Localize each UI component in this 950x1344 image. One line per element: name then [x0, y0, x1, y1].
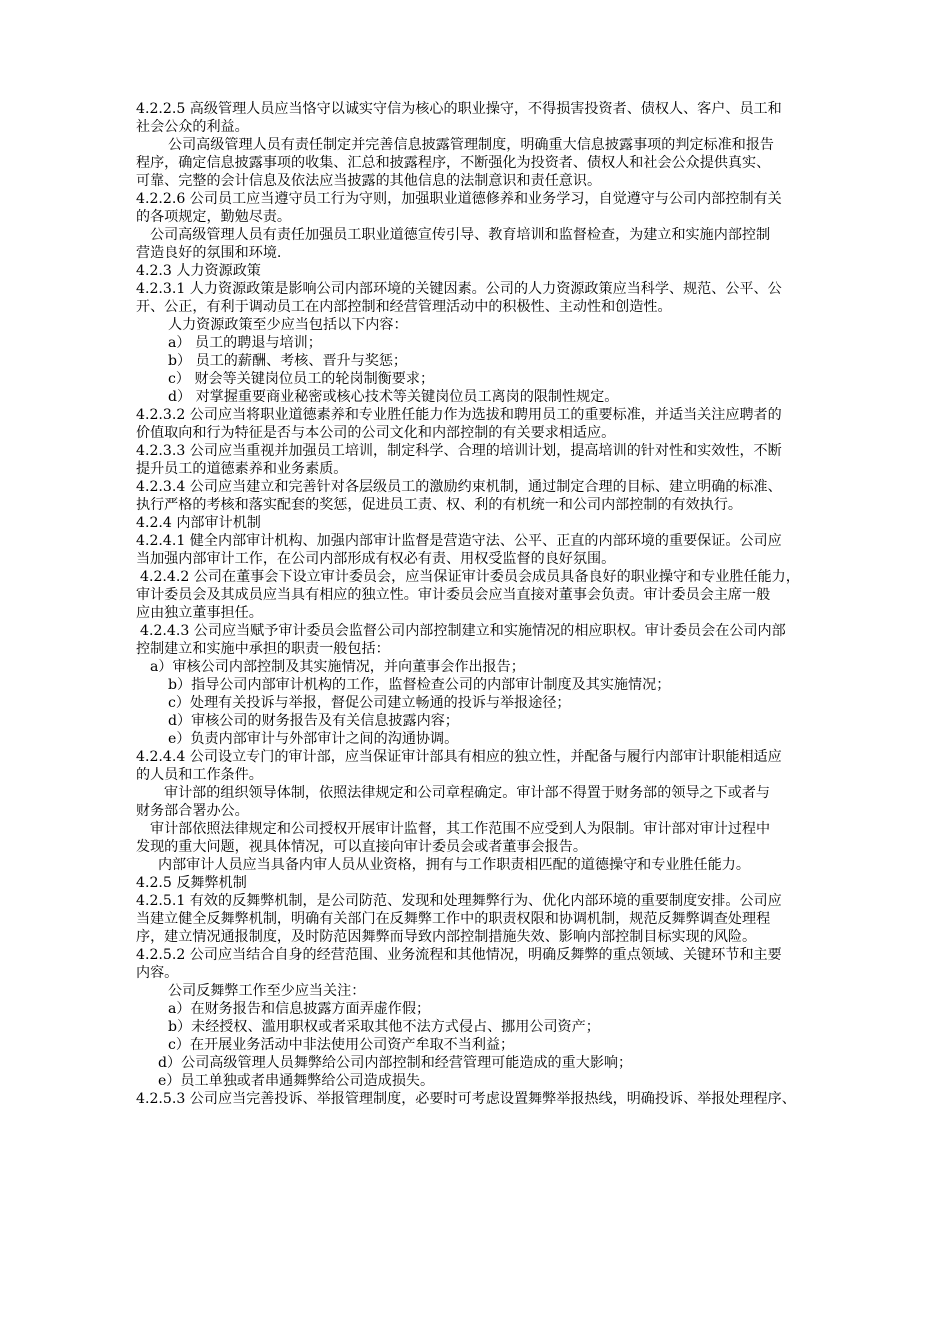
text-line: 程序，确定信息披露事项的收集、汇总和披露程序，不断强化为投资者、债权人和社会公众提供真实、 — [136, 155, 771, 171]
text-line: b） 员工的薪酬、考核、晋升与奖惩； — [168, 353, 408, 369]
text-line: 4.2.3.4 公司应当建立和完善针对各层级员工的激励约束机制，通过制定合理的目标、建立明确的标准、 — [136, 479, 782, 495]
text-line: 4.2.3 人力资源政策 — [136, 263, 261, 279]
text-line: 开、公正，有利于调动员工在内部控制和经营管理活动中的积极性、主动性和创造性。 — [136, 299, 672, 315]
document-page — [136, 100, 896, 1108]
text-line: 社会公众的利益。 — [136, 119, 249, 135]
text-line: 公司高级管理人员有责任制定并完善信息披露管理制度，明确重大信息披露事项的判定标准和报告 — [168, 137, 775, 153]
text-line: 财务部合署办公。 — [136, 803, 249, 819]
text-line: 4.2.2.5 高级管理人员应当恪守以诚实守信为核心的职业操守，不得损害投资者、债权人、客户、员工和 — [136, 101, 782, 117]
text-line: 序，建立情况通报制度，及时防范因舞弊而导致内部控制措施失效、影响内部控制目标实现的风险。 — [136, 929, 757, 945]
text-line: a）在财务报告和信息披露方面弄虚作假； — [168, 1001, 431, 1017]
text-line: 4.2.5 反舞弊机制 — [136, 875, 247, 891]
text-line: 当加强内部审计工作，在公司内部形成有权必有责、用权受监督的良好氛围。 — [136, 551, 616, 567]
text-line: 控制建立和实施中承担的职责一般包括： — [136, 641, 390, 657]
text-line: 内容。 — [136, 965, 179, 981]
text-line: c）处理有关投诉与举报，督促公司建立畅通的投诉与举报途径； — [168, 695, 571, 711]
text-line: 4.2.2.6 公司员工应当遵守员工行为守则，加强职业道德修养和业务学习，自觉遵守与公司内部控制有关 — [136, 191, 782, 207]
text-line: 4.2.5.2 公司应当结合自身的经营范围、业务流程和其他情况，明确反舞弊的重点领域、关键环节和主要 — [136, 947, 782, 963]
text-line: 营造良好的氛围和环境. — [136, 245, 282, 261]
text-line: 4.2.5.1 有效的反舞弊机制，是公司防范、发现和处理舞弊行为、优化内部环境的重要制度安排。公司应 — [136, 893, 782, 909]
text-line: 4.2.3.2 公司应当将职业道德素养和专业胜任能力作为选拔和聘用员工的重要标准，并适当关注应聘者的 — [136, 407, 782, 423]
text-line: 4.2.3.3 公司应当重视并加强员工培训，制定科学、合理的培训计划，提高培训的针对性和实效性，不断 — [136, 443, 782, 459]
text-line: 4.2.4.2 公司在董事会下设立审计委员会，应当保证审计委员会成员具备良好的职业操守和专业胜任能力， — [140, 569, 800, 585]
text-line: 4.2.4.1 健全内部审计机构、加强内部审计监督是营造守法、公平、正直的内部环境的重要保证。公司应 — [136, 533, 782, 549]
text-line: 审计部的组织领导体制，依照法律规定和公司章程确定。审计部不得置于财务部的领导之下或者与 — [164, 785, 771, 801]
text-line: a）审核公司内部控制及其实施情况，并向董事会作出报告； — [150, 659, 525, 675]
text-line: 应由独立董事担任。 — [136, 605, 263, 621]
text-line: 4.2.4.3 公司应当赋予审计委员会监督公司内部控制建立和实施情况的相应职权。审计委员会在公司内部 — [140, 623, 786, 639]
text-line: c）在开展业务活动中非法使用公司资产牟取不当利益； — [168, 1037, 515, 1053]
text-line: 当建立健全反舞弊机制，明确有关部门在反舞弊工作中的职责权限和协调机制，规范反舞弊调查处理程 — [136, 911, 771, 927]
text-line: 4.2.3.1 人力资源政策是影响公司内部环境的关键因素。公司的人力资源政策应当科学、规范、公平、公 — [136, 281, 782, 297]
text-line: 4.2.5.3 公司应当完善投诉、举报管理制度，必要时可考虑设置舞弊举报热线，明确投诉、举报处理程序、 — [136, 1091, 796, 1107]
text-line: 4.2.4 内部审计机制 — [136, 515, 261, 531]
text-line: d） 对掌握重要商业秘密或核心技术等关键岗位员工离岗的限制性规定。 — [168, 389, 619, 405]
text-line: 公司高级管理人员有责任加强员工职业道德宣传引导、教育培训和监督检查，为建立和实施内部控制 — [150, 227, 771, 243]
text-line: 审计部依照法律规定和公司授权开展审计监督，其工作范围不应受到人为限制。审计部对审计过程中 — [150, 821, 771, 837]
text-line: d）审核公司的财务报告及有关信息披露内容； — [168, 713, 459, 729]
text-line: c） 财会等关键岗位员工的轮岗制衡要求； — [168, 371, 435, 387]
text-line: b）未经授权、滥用职权或者采取其他不法方式侵占、挪用公司资产； — [168, 1019, 600, 1035]
text-line: 可靠、完整的会计信息及依法应当披露的其他信息的法制意识和责任意识。 — [136, 173, 602, 189]
text-line: 发现的重大问题，视具体情况，可以直接向审计委员会或者董事会报告。 — [136, 839, 587, 855]
text-line: e）负责内部审计与外部审计之间的沟通协调。 — [168, 731, 459, 747]
text-line: 的各项规定，勤勉尽责。 — [136, 209, 292, 225]
text-line: 提升员工的道德素养和业务素质。 — [136, 461, 348, 477]
text-line: a） 员工的聘退与培训； — [168, 335, 322, 351]
text-line: 的人员和工作条件。 — [136, 767, 263, 783]
text-line: d）公司高级管理人员舞弊给公司内部控制和经营管理可能造成的重大影响； — [158, 1055, 633, 1071]
text-line: e）员工单独或者串通舞弊给公司造成损失。 — [158, 1073, 435, 1089]
text-line: 审计委员会及其成员应当具有相应的独立性。审计委员会应当直接对董事会负责。审计委员会主席一般 — [136, 587, 771, 603]
text-line: 公司反舞弊工作至少应当关注： — [168, 983, 366, 999]
text-line: b）指导公司内部审计机构的工作，监督检查公司的内部审计制度及其实施情况； — [168, 677, 671, 693]
text-line: 4.2.4.4 公司设立专门的审计部，应当保证审计部具有相应的独立性，并配备与履行内部审计职能相适应 — [136, 749, 782, 765]
text-line: 人力资源政策至少应当包括以下内容： — [168, 317, 408, 333]
text-line: 价值取向和行为特征是否与本公司的公司文化和内部控制的有关要求相适应。 — [136, 425, 616, 441]
text-line: 内部审计人员应当具备内审人员从业资格，拥有与工作职责相匹配的道德操守和专业胜任能力。 — [158, 857, 750, 873]
text-line: 执行严格的考核和落实配套的奖惩，促进员工责、权、利的有机统一和公司内部控制的有效执行。 — [136, 497, 743, 513]
